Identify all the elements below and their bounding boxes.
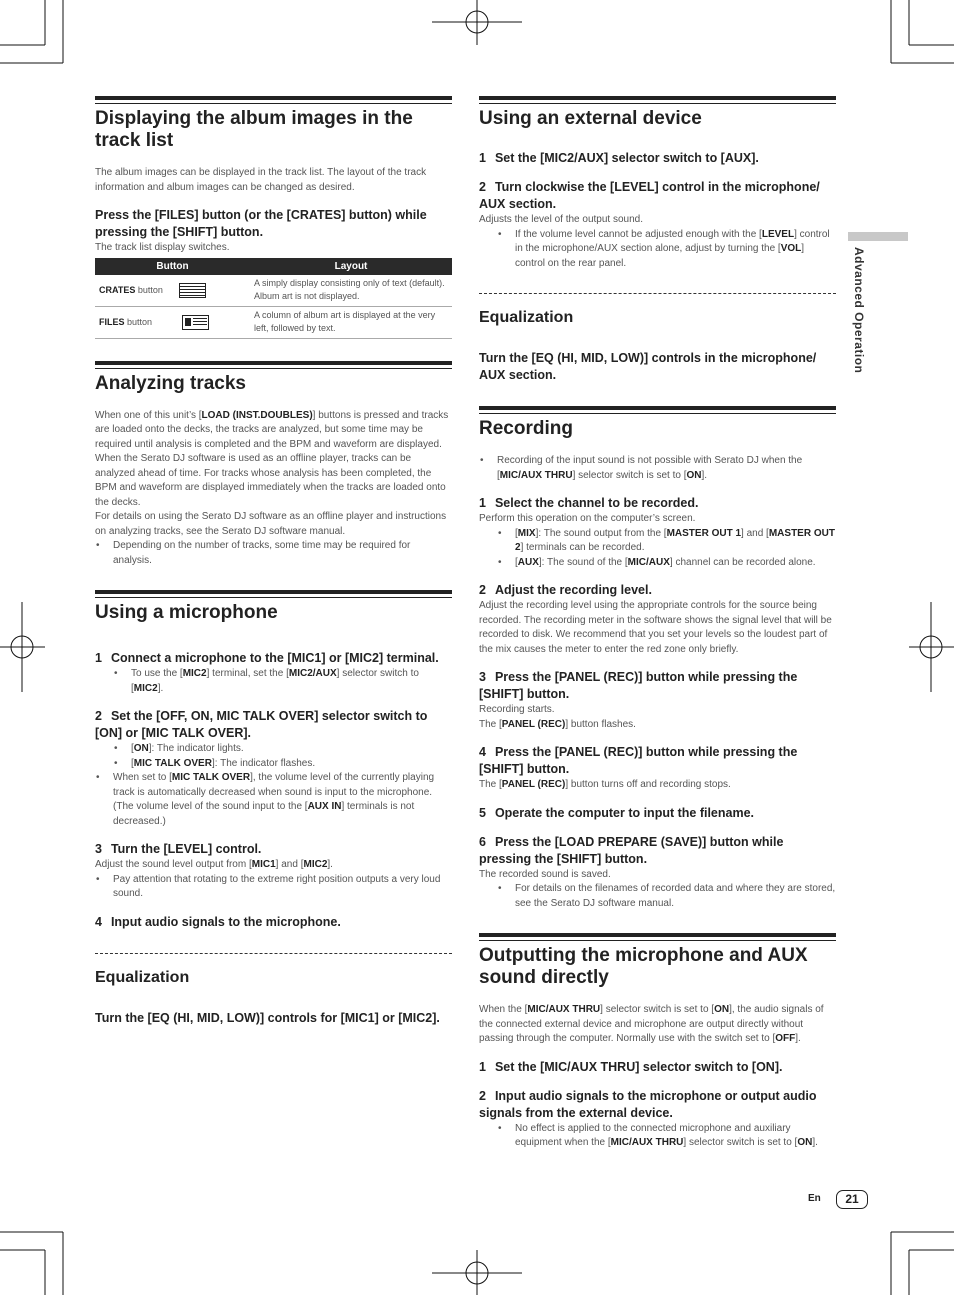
section-title-microphone: Using a microphone xyxy=(95,590,452,624)
out-step-2: 2 Input audio signals to the microphone or output audio signals from the external device. xyxy=(479,1088,817,1120)
section-title-analyzing: Analyzing tracks xyxy=(95,361,452,395)
ext-step-2-body: Adjusts the level of the output sound. xyxy=(479,214,643,225)
rec-step-6-body: The recorded sound is saved. xyxy=(479,868,611,880)
right-column xyxy=(479,96,836,1151)
out-step-2-note: • No effect is applied to the connected microphone and auxiliary equipment when the [MIC/AUX THRU] selector switch is set to [ON]. xyxy=(497,1122,836,1151)
mic-step-3-note: • Pay attention that rotating to the extreme right position outputs a very loud sound. xyxy=(95,873,452,902)
table-row xyxy=(95,275,452,307)
ext-step-2: 2 Turn clockwise the [LEVEL] control in the microphone/ AUX section. xyxy=(479,180,820,211)
eq-step: Turn the [EQ (HI, MID, LOW)] controls for [MIC1] or [MIC2]. xyxy=(95,1010,440,1025)
mic-step-2-note: • When set to [MIC TALK OVER], the volume level of the currently playing track is automatically decreased when sound is input to the microphone. (The volume level of the sound input to the [AUX IN] terminals is not decreased.) xyxy=(95,771,452,829)
subsection-title-equalization: Equalization xyxy=(479,293,836,328)
analyzing-note: • Depending on the number of tracks, some time may be required for analysis. xyxy=(95,539,452,568)
ext-step-2-note: • If the volume level cannot be adjusted enough with the [LEVEL] control in the microphone/AUX section alone, adjust by turning the [VOL] control on the rear panel. xyxy=(497,228,836,272)
eq-step: Turn the [EQ (HI, MID, LOW)] controls in the microphone/ AUX section. xyxy=(479,351,817,382)
table-row xyxy=(95,306,452,338)
mic-step-2: 2 Set the [OFF, ON, MIC TALK OVER] selector switch to [ON] or [MIC TALK OVER]. xyxy=(95,709,428,740)
section-title-album-images: Displaying the album images in the track list xyxy=(95,96,452,152)
mic-step-3: 3 Turn the [LEVEL] control. xyxy=(95,842,262,856)
section-title-recording: Recording xyxy=(479,406,836,440)
rec-step-3-body: Recording starts. xyxy=(479,704,555,715)
analyzing-paragraph: When the Serato DJ software is used as an offline player, tracks can be analyzed ahead of time. For tracks whose analysis has been completed, the BPM and waveform are displayed immediately when the tracks are loaded onto the decks. xyxy=(95,453,446,508)
page-number: 21 xyxy=(836,1190,868,1209)
rec-step-1-note: • [AUX]: The sound of the [MIC/AUX] channel can be recorded alone. xyxy=(497,556,836,571)
rec-step-2: 2 Adjust the recording level. xyxy=(479,583,652,597)
rec-step-3: 3 Press the [PANEL (REC)] button while pressing the [SHIFT] button. xyxy=(479,670,798,701)
rec-step-2-body: Adjust the recording level using the appropriate controls for the source being recorded. The recording meter in the software shows the signal level that will be recorded to disk. We recommend that you set your levels so the loudest part of the mix causes the meter to enter the red zone only briefly. xyxy=(479,600,832,655)
mic-step-1-note: • To use the [MIC2] terminal, set the [MIC2/AUX] selector switch to [MIC2]. xyxy=(113,667,452,696)
album-step: Press the [FILES] button (or the [CRATES] button) while pressing the [SHIFT] button. xyxy=(95,208,427,239)
rec-step-4: 4 Press the [PANEL (REC)] button while pressing the [SHIFT] button. xyxy=(479,745,798,776)
album-result: The track list display switches. xyxy=(95,242,230,253)
rec-step-3-body: The [PANEL (REC)] button flashes. xyxy=(479,718,636,730)
side-section-label: Advanced Operation xyxy=(852,247,866,374)
list-view-icon xyxy=(179,283,206,298)
section-title-external-device: Using an external device xyxy=(479,96,836,130)
mic-step-2-note: • [ON]: The indicator lights. xyxy=(113,742,452,757)
button-suffix: button xyxy=(124,316,153,327)
button-name: CRATES xyxy=(99,284,136,295)
album-art-view-icon xyxy=(182,315,209,330)
album-intro: The album images can be displayed in the track list. The layout of the track information and album images can be changed as desired. xyxy=(95,167,427,193)
language-label: En xyxy=(808,1193,821,1204)
subsection-title-equalization: Equalization xyxy=(95,953,452,988)
rec-step-1-body: Perform this operation on the computer’s screen. xyxy=(479,513,696,524)
mic-step-3-body: Adjust the sound level output from [MIC1] and [MIC2]. xyxy=(95,859,333,870)
rec-step-6-note: • For details on the filenames of recorded data and where they are stored, see the Serato DJ software manual. xyxy=(497,882,836,911)
rec-step-1: 1 Select the channel to be recorded. xyxy=(479,496,699,510)
rec-step-4-body: The [PANEL (REC)] button turns off and recording stops. xyxy=(479,779,731,790)
rec-step-6: 6 Press the [LOAD PREPARE (SAVE)] button while pressing the [SHIFT] button. xyxy=(479,834,784,866)
mic-step-1: 1 Connect a microphone to the [MIC1] or [MIC2] terminal. xyxy=(95,651,439,665)
table-header-layout: Layout xyxy=(250,258,452,275)
analyzing-paragraph: When one of this unit’s [LOAD (INST.DOUBLES)] buttons is pressed and tracks are loaded onto the decks, the tracks are analyzed, but some time may be required until analysis is completed and the BPM and waveform are displayed. xyxy=(95,409,449,450)
outputting-body: When the [MIC/AUX THRU] selector switch is set to [ON], the audio signals of the connected external device and microphone are output directly without passing through the computer. Normally use with the switch set to [OFF]. xyxy=(479,1004,824,1044)
mic-step-4: 4 Input audio signals to the microphone. xyxy=(95,914,341,929)
analyzing-paragraph: For details on using the Serato DJ software as an offline player and instructions on analyzing tracks, see the Serato DJ software manual. xyxy=(95,511,447,537)
button-suffix: button xyxy=(135,284,163,295)
section-tab-marker xyxy=(848,232,908,241)
mic-step-2-note: • [MIC TALK OVER]: The indicator flashes. xyxy=(113,757,452,772)
rec-step-1-note: • [MIX]: The sound output from the [MASTER OUT 1] and [MASTER OUT 2] terminals can be recorded. xyxy=(497,527,836,556)
out-step-1: 1 Set the [MIC/AUX THRU] selector switch to [ON]. xyxy=(479,1059,783,1074)
left-column xyxy=(95,96,452,1027)
rec-step-5: 5 Operate the computer to input the filename. xyxy=(479,805,755,820)
section-title-outputting: Outputting the microphone and AUX sound directly xyxy=(479,933,836,989)
recording-note: • Recording of the input sound is not possible with Serato DJ when the [MIC/AUX THRU] selector switch is set to [ON]. xyxy=(479,454,836,483)
button-name: FILES xyxy=(99,316,125,327)
layout-description: A column of album art is displayed at the very left, followed by text. xyxy=(250,306,452,338)
layout-description: A simply display consisting only of text (default). Album art is not displayed. xyxy=(250,275,452,307)
table-header-button: Button xyxy=(95,258,250,275)
ext-step-1: 1 Set the [MIC2/AUX] selector switch to [AUX]. xyxy=(479,151,759,165)
layout-table xyxy=(95,258,452,339)
